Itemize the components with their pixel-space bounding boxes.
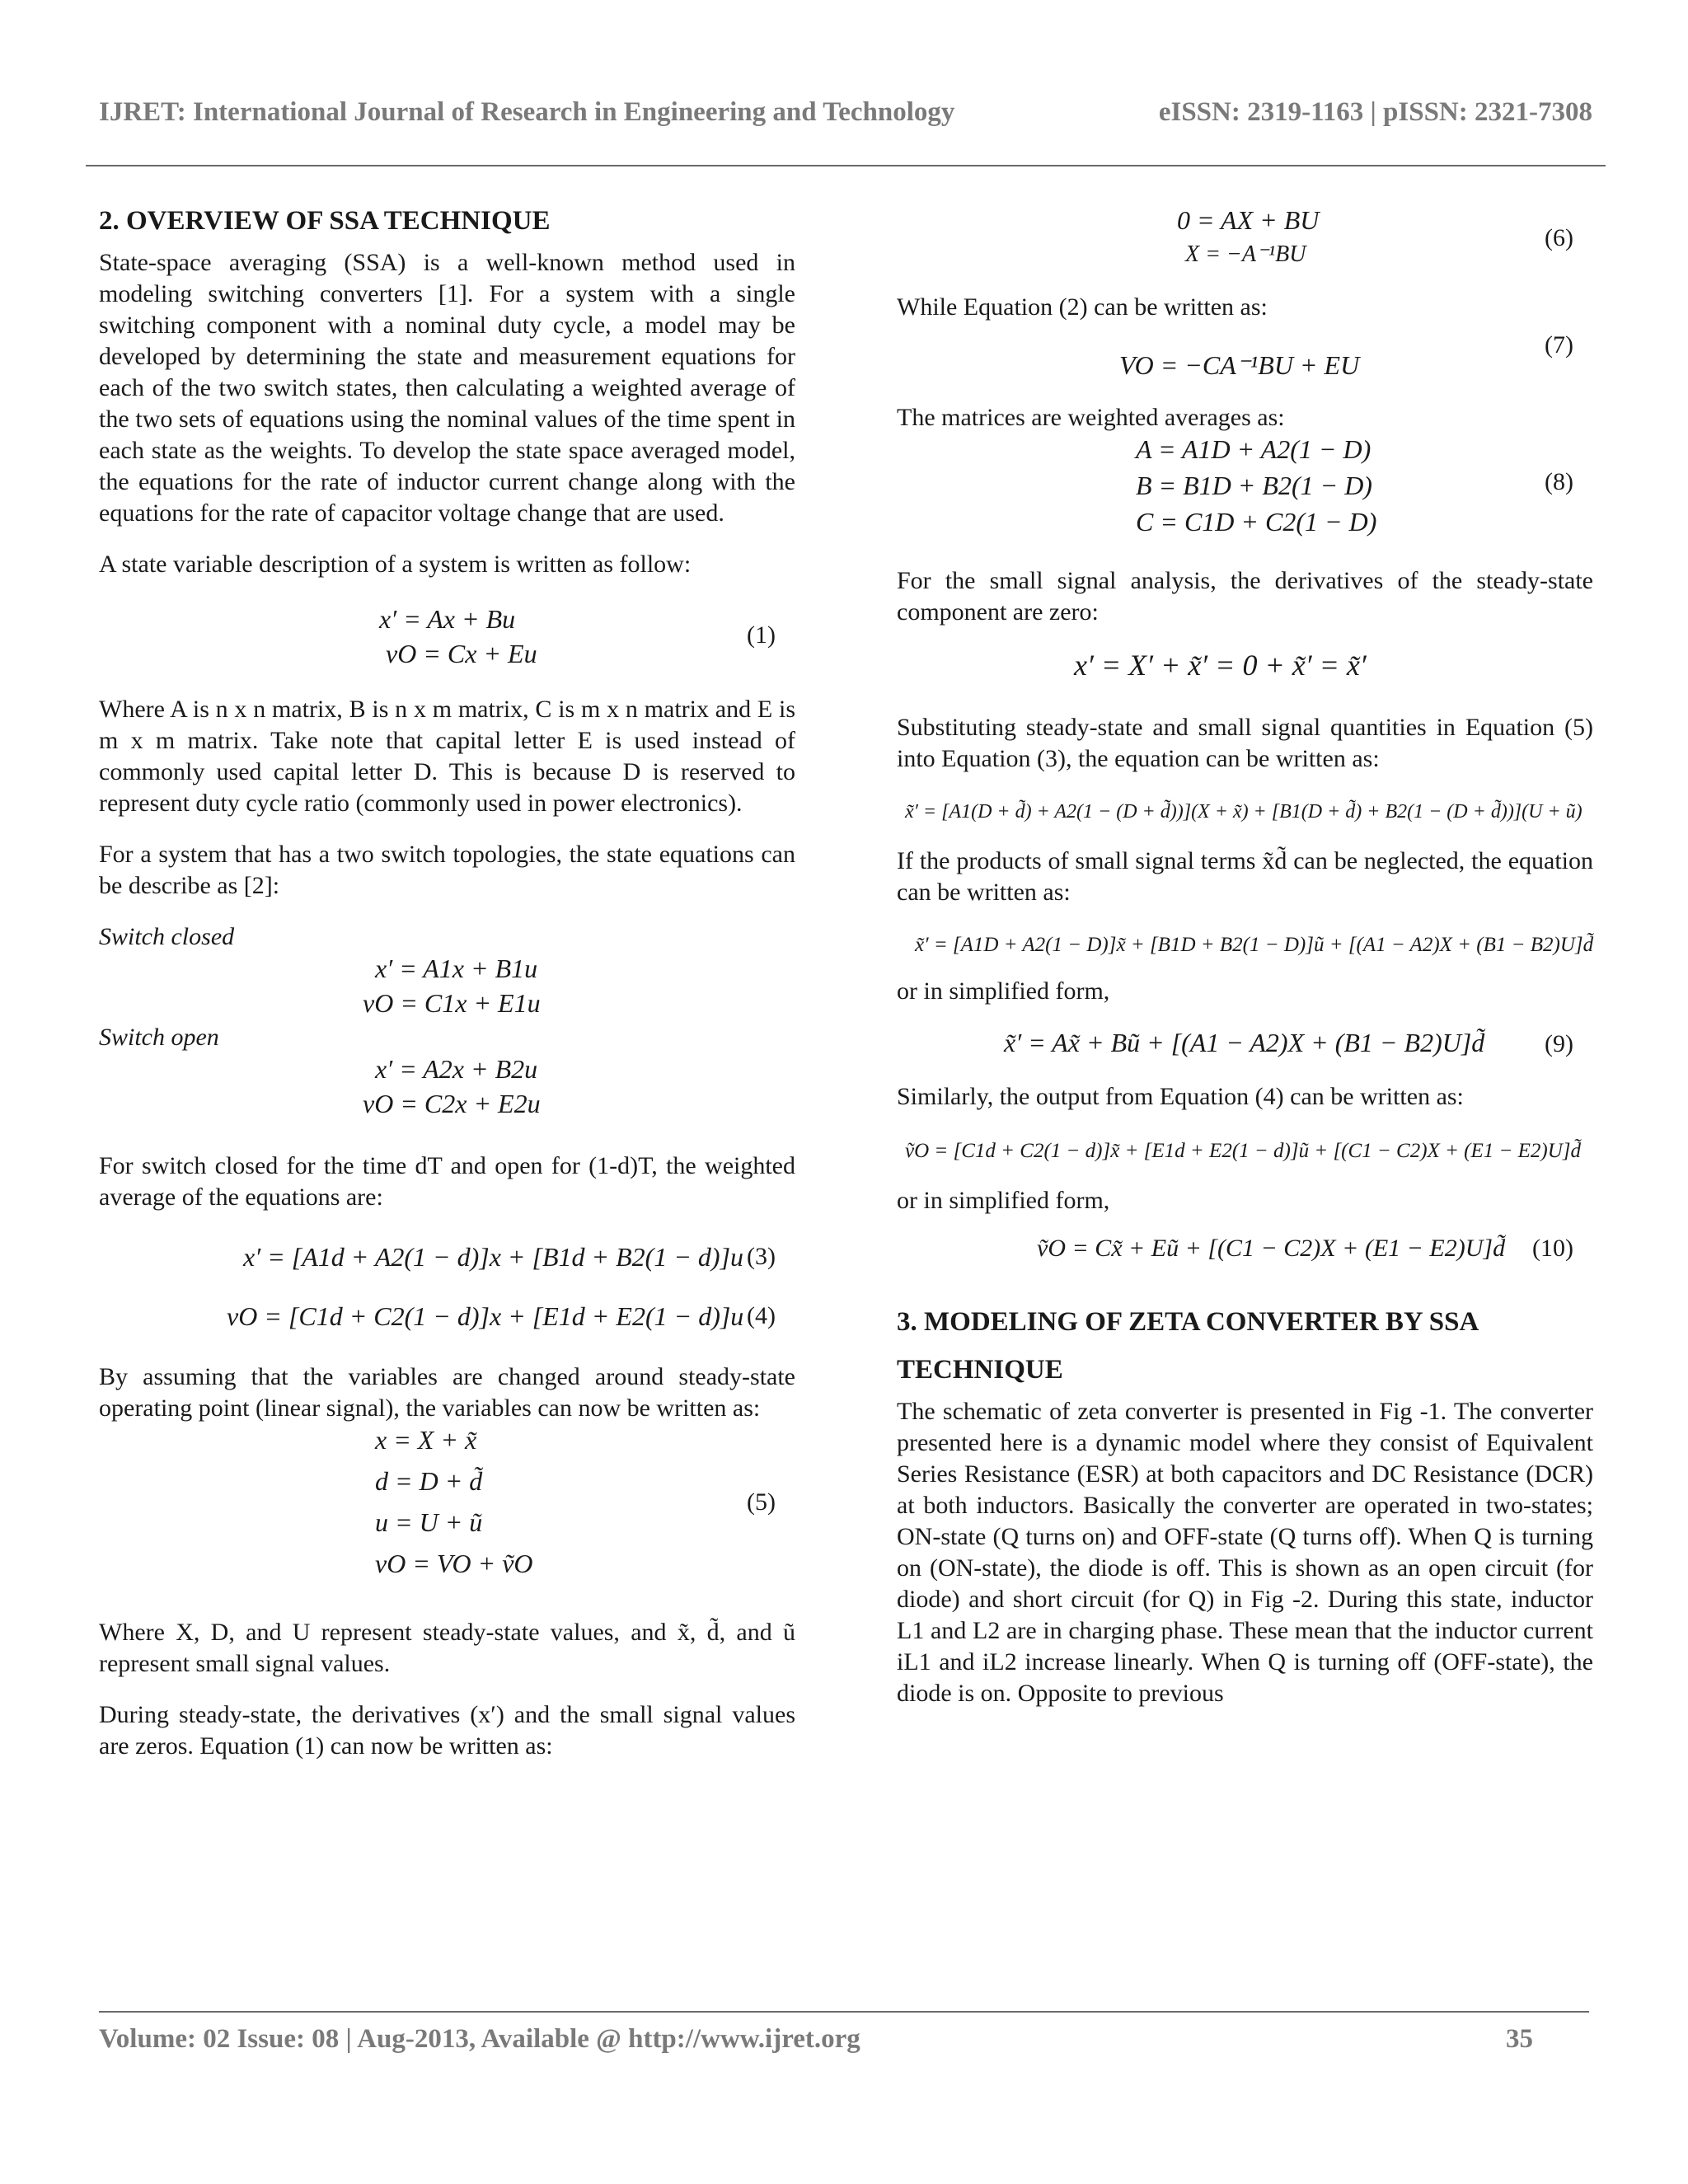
equation-9-expr: x̃′ = Ax̃ + Bũ + [(A1 − A2)X + (B1 − B2)U]d̃ xyxy=(1004,1028,1485,1057)
paragraph-small-signal: For the small signal analysis, the derivatives of the steady-state component are zero: xyxy=(897,567,1593,626)
paragraph-neglect-products: If the products of small signal terms x̃d̃ can be neglected, the equation can be written as: xyxy=(897,847,1593,906)
equation-1 xyxy=(99,595,795,677)
paragraph-simplified-2: or in simplified form, xyxy=(897,1187,1110,1214)
equation-4-expr: vO = [C1d + C2(1 − d)]x + [E1d + E2(1 − d)]u xyxy=(227,1301,744,1331)
paragraph-simplified-1: or in simplified form, xyxy=(897,977,1110,1005)
equation-switch-closed xyxy=(99,953,795,1022)
page-number: 35 xyxy=(1506,2024,1533,2054)
equation-4 xyxy=(99,1291,795,1343)
equation-1-line-1: x′ = Ax + Bu xyxy=(379,604,516,634)
equation-8-line-1: A = A1D + A2(1 − D) xyxy=(1136,434,1372,464)
equation-substituted xyxy=(897,785,1593,834)
equation-closed-line-1: x′ = A1x + B1u xyxy=(375,954,538,983)
equation-8-line-3: C = C1D + C2(1 − D) xyxy=(1136,507,1377,537)
equation-5-line-1: x = X + x̃ xyxy=(375,1425,477,1455)
paragraph-two-switch: For a system that has a two switch topologies, the state equations can be describe as [2]: xyxy=(99,841,795,899)
journal-title: IJRET: International Journal of Research in Engineering and Technology xyxy=(99,97,955,127)
volume-info: Volume: 02 Issue: 08 | Aug-2013, Available @ http://www.ijret.org xyxy=(99,2024,860,2054)
equation-6-line-2: X = −A⁻¹BU xyxy=(1185,241,1306,267)
equation-5-line-3: u = U + ũ xyxy=(375,1507,483,1537)
equation-small-signal-expr: x′ = X′ + x̃′ = 0 + x̃′ = x̃′ xyxy=(1074,649,1367,682)
equation-1-number: (1) xyxy=(747,621,776,649)
equation-small-signal xyxy=(897,640,1593,696)
header-rule xyxy=(86,165,1606,166)
paragraph-state-variable: A state variable description of a system is written as follow: xyxy=(99,551,692,578)
label-switch-open: Switch open xyxy=(99,1024,219,1051)
equation-9 xyxy=(897,1014,1593,1071)
equation-10 xyxy=(897,1223,1593,1277)
paragraph-matrix-definitions: Where A is n x n matrix, B is n x m matrix, C is m x n matrix and E is m x m matrix. Take note that capital letter E is used instead of commonly used capital letter D. This is because D is reserved to represent duty cycle ratio (commonly used in power electronics). xyxy=(99,696,795,817)
paragraph-steady-state-zero: During steady-state, the derivatives (x′) and the small signal values are zeros. Equation (1) can now be written as: xyxy=(99,1701,795,1760)
page-footer xyxy=(99,2024,1533,2055)
issn-info: eISSN: 2319-1163 | pISSN: 2321-7308 xyxy=(1158,97,1592,127)
paragraph-ssa-intro: State-space averaging (SSA) is a well-known method used in modeling switching converters [1]. For a system with a single switching component with a nominal duty cycle, a model may be developed by determining the state and measurement equations for each of the two switch states, then calculating a weighted average of the two sets of equations using the nominal values of the time spent in each state as the weights. To develop the state space averaged model, the equations for the rate of inductor current change along with the equations for the rate of capacitor voltage change that are used. xyxy=(99,249,795,527)
label-switch-closed: Switch closed xyxy=(99,923,235,950)
paragraph-values-meaning: Where X, D, and U represent steady-state values, and x̃, d̃, and ũ represent small signal values. xyxy=(99,1619,795,1677)
equation-switch-open xyxy=(99,1053,795,1122)
paragraph-zeta-schematic: The schematic of zeta converter is presented in Fig -1. The converter presented here is a dynamic model where they consist of Equivalent Series Resistance (ESR) at both capacitors and DC Resistance (DCR) at both inductors. Basically the converter are operated in two-states; ON-state (Q turns on) and OFF-state (Q turns off). When Q is turning on (ON-state), the diode is off. This is shown as an open circuit (for diode) and short circuit (for Q) in Fig -2. During this state, inductor L1 and L2 are in charging phase. These mean that the inductor current iL1 and iL2 increase linearly. When Q is turning off (OFF-state), the diode is on. Opposite to previous xyxy=(897,1398,1593,1707)
equation-output-expr: ṽO = [C1d + C2(1 − d)]x̃ + [E1d + E2(1 − d)]ũ + [(C1 − C2)X + (E1 − E2)U]d̃ xyxy=(905,1140,1582,1162)
equation-4-number: (4) xyxy=(747,1302,776,1329)
equation-substituted-expr: x̃′ = [A1(D + d̃) + A2(1 − (D + d̃))](X + x̃) + [B1(D + d̃) + B2(1 − (D + d̃))](U + ũ) xyxy=(905,801,1582,823)
equation-8 xyxy=(897,434,1593,541)
equation-neglected xyxy=(897,916,1593,968)
equation-neglected-expr: x̃′ = [A1D + A2(1 − D)]x̃ + [B1D + B2(1 − D)]ũ + [(A1 − A2)X + (B1 − B2)U]d̃ xyxy=(915,934,1594,956)
equation-5-line-2: d = D + d̃ xyxy=(375,1466,483,1496)
equation-open-line-2: vO = C2x + E2u xyxy=(363,1089,541,1118)
equation-6-line-1: 0 = AX + BU xyxy=(1177,205,1320,235)
equation-7-expr: VO = −CA⁻¹BU + EU xyxy=(1119,350,1360,380)
equation-output xyxy=(897,1121,1593,1175)
equation-8-line-2: B = B1D + B2(1 − D) xyxy=(1136,471,1372,500)
section-2-heading: 2. OVERVIEW OF SSA TECHNIQUE xyxy=(99,206,551,236)
equation-6 xyxy=(897,204,1593,277)
footer-rule xyxy=(99,2011,1589,2013)
section-3-heading-line-1: 3. MODELING OF ZETA CONVERTER BY SSA xyxy=(897,1307,1479,1337)
paragraph-weighted-average: For switch closed for the time dT and open for (1-d)T, the weighted average of the equations are: xyxy=(99,1152,795,1211)
equation-8-number: (8) xyxy=(1545,468,1573,495)
equation-open-line-1: x′ = A2x + B2u xyxy=(375,1054,538,1084)
paragraph-substituting: Substituting steady-state and small signal quantities in Equation (5) into Equation (3), the equation can be written as: xyxy=(897,714,1593,772)
equation-10-expr: ṽO = Cx̃ + Eũ + [(C1 − C2)X + (E1 − E2)U]d̃ xyxy=(1037,1235,1506,1262)
equation-7-number: (7) xyxy=(1545,331,1573,359)
paragraph-output-eq4: Similarly, the output from Equation (4) can be written as: xyxy=(897,1083,1464,1110)
equation-9-number: (9) xyxy=(1545,1030,1573,1057)
section-3-heading-line-2: TECHNIQUE xyxy=(897,1355,1063,1385)
paragraph-matrices-weighted: The matrices are weighted averages as: xyxy=(897,404,1285,431)
paragraph-steady-state-assumption: By assuming that the variables are changed around steady-state operating point (linear signal), the variables can now be written as: xyxy=(99,1363,795,1422)
equation-1-line-2: vO = Cx + Eu xyxy=(386,639,537,668)
equation-closed-line-2: vO = C1x + E1u xyxy=(363,988,541,1018)
equation-5-line-4: vO = VO + ṽO xyxy=(375,1549,533,1578)
equation-5 xyxy=(99,1424,795,1592)
equation-5-number: (5) xyxy=(747,1488,776,1516)
right-column xyxy=(897,204,1593,1709)
equation-3-number: (3) xyxy=(747,1243,776,1270)
left-column xyxy=(99,204,795,1762)
equation-10-number: (10) xyxy=(1532,1235,1573,1262)
equation-7 xyxy=(897,330,1593,387)
paragraph-eq2: While Equation (2) can be written as: xyxy=(897,293,1268,321)
equation-3-expr: x′ = [A1d + A2(1 − d)]x + [B1d + B2(1 − d)]u xyxy=(243,1242,744,1272)
equation-6-number: (6) xyxy=(1545,224,1573,251)
equation-3 xyxy=(99,1231,795,1284)
